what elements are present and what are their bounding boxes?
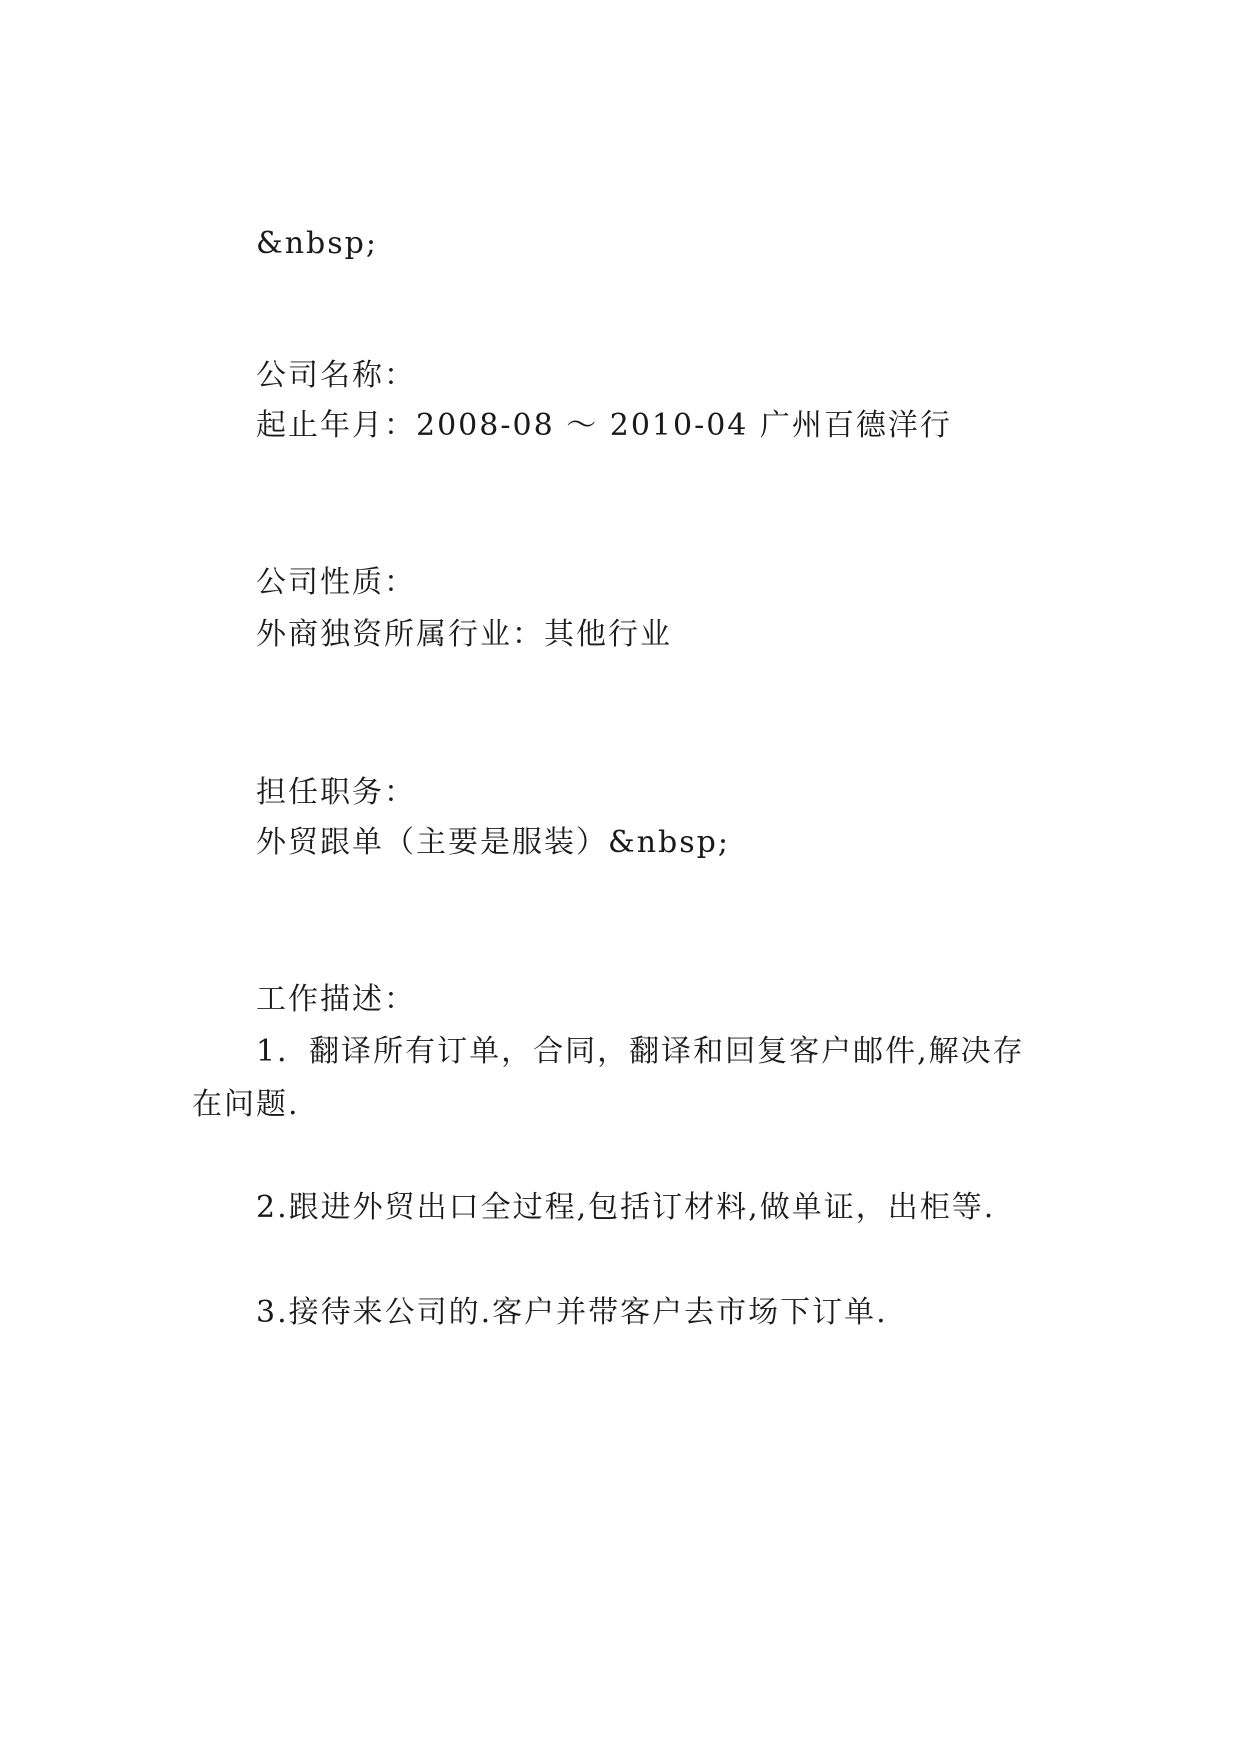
position-value: 外贸跟单（主要是服装）&nbsp;	[256, 825, 730, 860]
job-description-label: 工作描述：	[256, 982, 416, 1017]
nbsp-text: &nbsp;	[256, 226, 378, 261]
company-name-label: 公司名称：	[256, 358, 416, 393]
duty-item-3: 3.接待来公司的.客户并带客户去市场下订单.	[256, 1295, 888, 1330]
duty-item-2: 2.跟进外贸出口全过程,包括订材料,做单证，出柜等.	[256, 1190, 996, 1225]
duty-item-1-continuation: 在问题.	[192, 1087, 300, 1122]
company-type-industry: 外商独资所属行业：其他行业	[256, 617, 672, 652]
position-label: 担任职务：	[256, 775, 416, 810]
duty-item-1: 1．翻译所有订单，合同，翻译和回复客户邮件,解决存	[256, 1034, 1025, 1069]
employment-period: 起止年月：2008-08 ～ 2010-04 广州百德洋行	[256, 408, 952, 443]
company-type-label: 公司性质：	[256, 565, 416, 600]
